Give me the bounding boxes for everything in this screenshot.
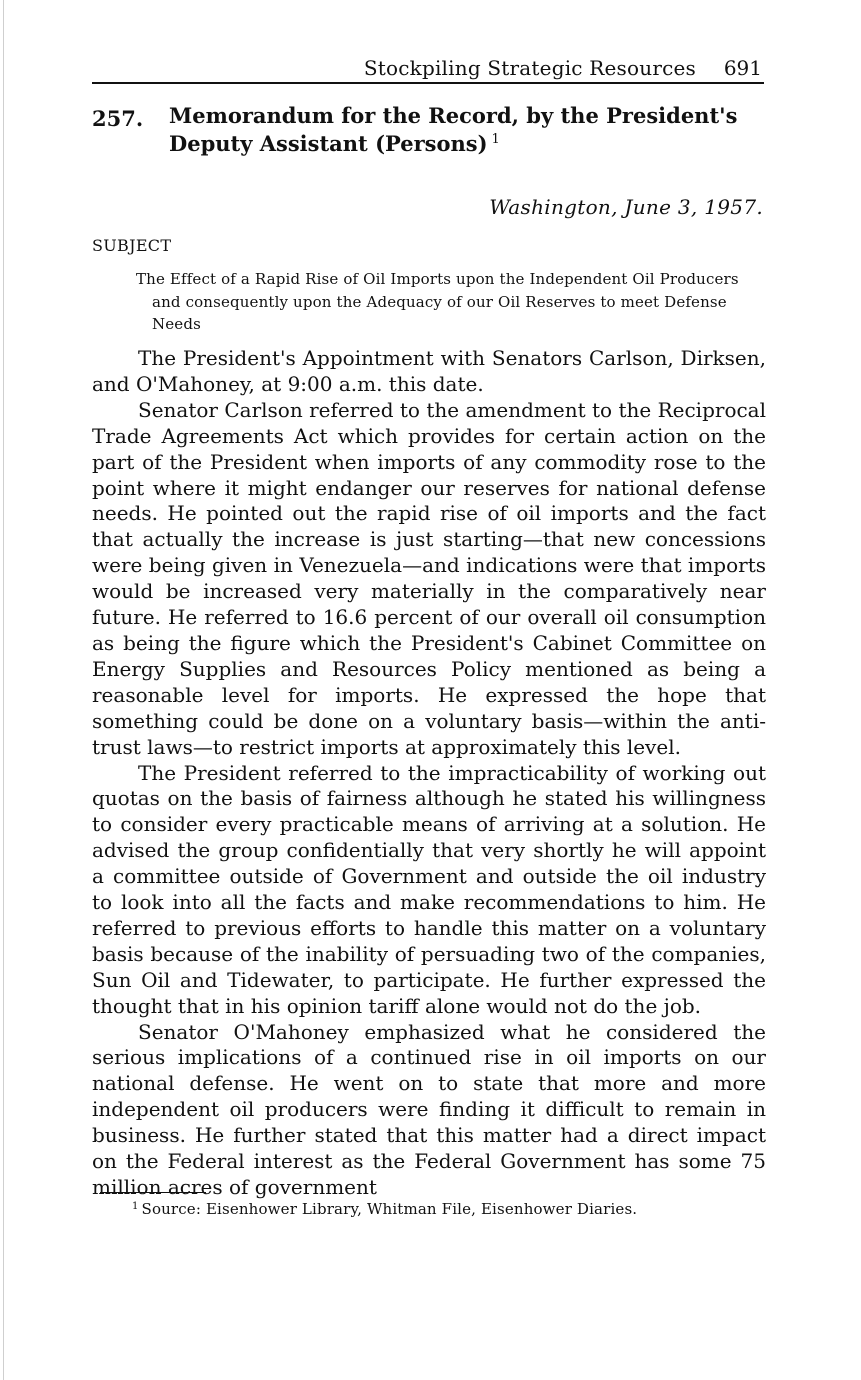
page-number: 691 — [723, 56, 762, 80]
document-title — [169, 102, 769, 158]
subject-label: SUBJECT — [92, 236, 172, 255]
body-paragraph-1: The President's Appointment with Senators Carlson, Dirksen, and O'Mahoney, at 9:00 a.m. this date. — [92, 346, 766, 396]
page-edge — [3, 0, 4, 1380]
body-paragraph-2: Senator Carlson referred to the amendment to the Reciprocal Trade Agreements Act which provides for certain action on the part of the President when imports of any commodity rose to the point where it might endanger our reserves for national defense needs. He pointed out the rapid rise of oil imports and the fact that actually the increase is just starting—that new concessions were being given in Venezuela—and indications were that imports would be increased very materially in the comparatively near future. He referred to 16.6 percent of our overall oil consumption as being the figure which the President's Cabinet Committee on Energy Supplies and Resources Policy mentioned as being a reasonable level for imports. He expressed the hope that something could be done on a voluntary basis—within the anti-trust laws—to restrict imports at approximately this level. — [92, 397, 766, 759]
footnote-reference: 1 — [491, 132, 500, 147]
footnote-text: Source: Eisenhower Library, Whitman File, Eisenhower Diaries. — [141, 1200, 638, 1218]
subject-text: The Effect of a Rapid Rise of Oil Imports upon the Independent Oil Producers and consequently upon the Adequacy of our Oil Reserves to meet Defense Needs — [136, 270, 739, 333]
footnote-divider — [100, 1192, 206, 1193]
running-head — [92, 54, 764, 84]
document-number: 257. — [92, 106, 144, 131]
body-paragraph-3: The President referred to the impracticability of working out quotas on the basis of fairness although he stated his willingness to consider every practicable means of arriving at a solution. He advised the group confidentially that very shortly he will appoint a committee outside of Government and outside the oil industry to look into all the facts and make recommendations to him. He referred to previous efforts to handle this matter on a voluntary basis because of the inability of persuading two of the companies, Sun Oil and Tidewater, to participate. He further expressed the thought that in his opinion tariff alone would not do the job. — [92, 760, 766, 1018]
body-paragraph-4: Senator O'Mahoney emphasized what he considered the serious implications of a continued rise in oil imports on our national defense. He went on to state that more and more independent oil producers were finding it difficult to remain in business. He further stated that this matter had a direct impact on the Federal interest as the Federal Government has some 75 million acres of government — [92, 1019, 766, 1199]
footnote-marker: 1 — [132, 1201, 139, 1212]
dateline: Washington, June 3, 1957. — [489, 195, 763, 219]
document-title-text: Memorandum for the Record, by the President's Deputy Assistant (Persons) — [169, 103, 738, 156]
running-head-title: Stockpiling Strategic Resources — [363, 56, 696, 80]
document-body — [92, 346, 766, 1201]
footnote — [132, 1200, 637, 1218]
